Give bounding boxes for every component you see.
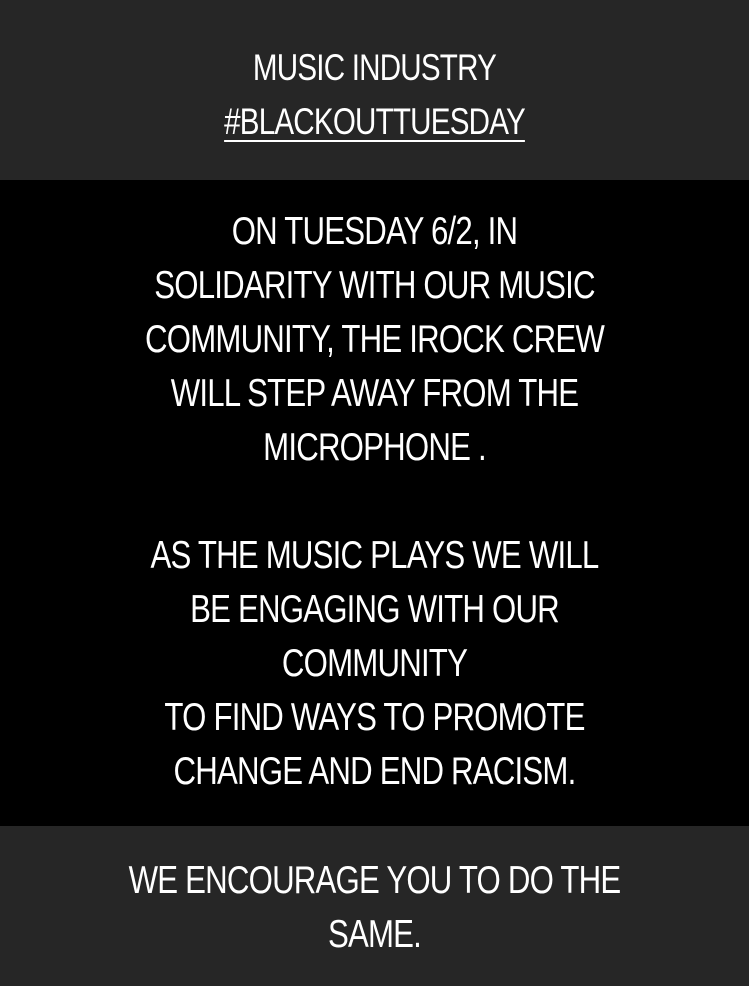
message-line: COMMUNITY, THE IROCK CREW	[145, 318, 604, 361]
hashtag-line	[75, 101, 674, 143]
message-line: CHANGE AND END RACISM.	[173, 750, 576, 793]
message-line: MICROPHONE .	[263, 426, 486, 469]
message-band	[0, 180, 749, 826]
message-line: SOLIDARITY WITH OUR MUSIC	[154, 264, 595, 307]
header-title: MUSIC INDUSTRY	[252, 47, 497, 88]
footer-band	[0, 826, 749, 986]
message-line: AS THE MUSIC PLAYS WE WILL	[150, 534, 599, 577]
message-line: TO FIND WAYS TO PROMOTE	[164, 696, 585, 739]
hashtag-link[interactable]: #BLACKOUTTUESDAY	[224, 101, 525, 142]
message-line: COMMUNITY	[281, 642, 468, 685]
message-line: ON TUESDAY 6/2, IN	[231, 210, 518, 253]
footer-line: WE ENCOURAGE YOU TO DO THE	[128, 859, 621, 902]
message-line: WILL STEP AWAY FROM THE	[170, 372, 579, 415]
header-band	[0, 0, 749, 180]
footer-line: SAME.	[327, 913, 422, 956]
message-line: BE ENGAGING WITH OUR	[190, 588, 559, 631]
